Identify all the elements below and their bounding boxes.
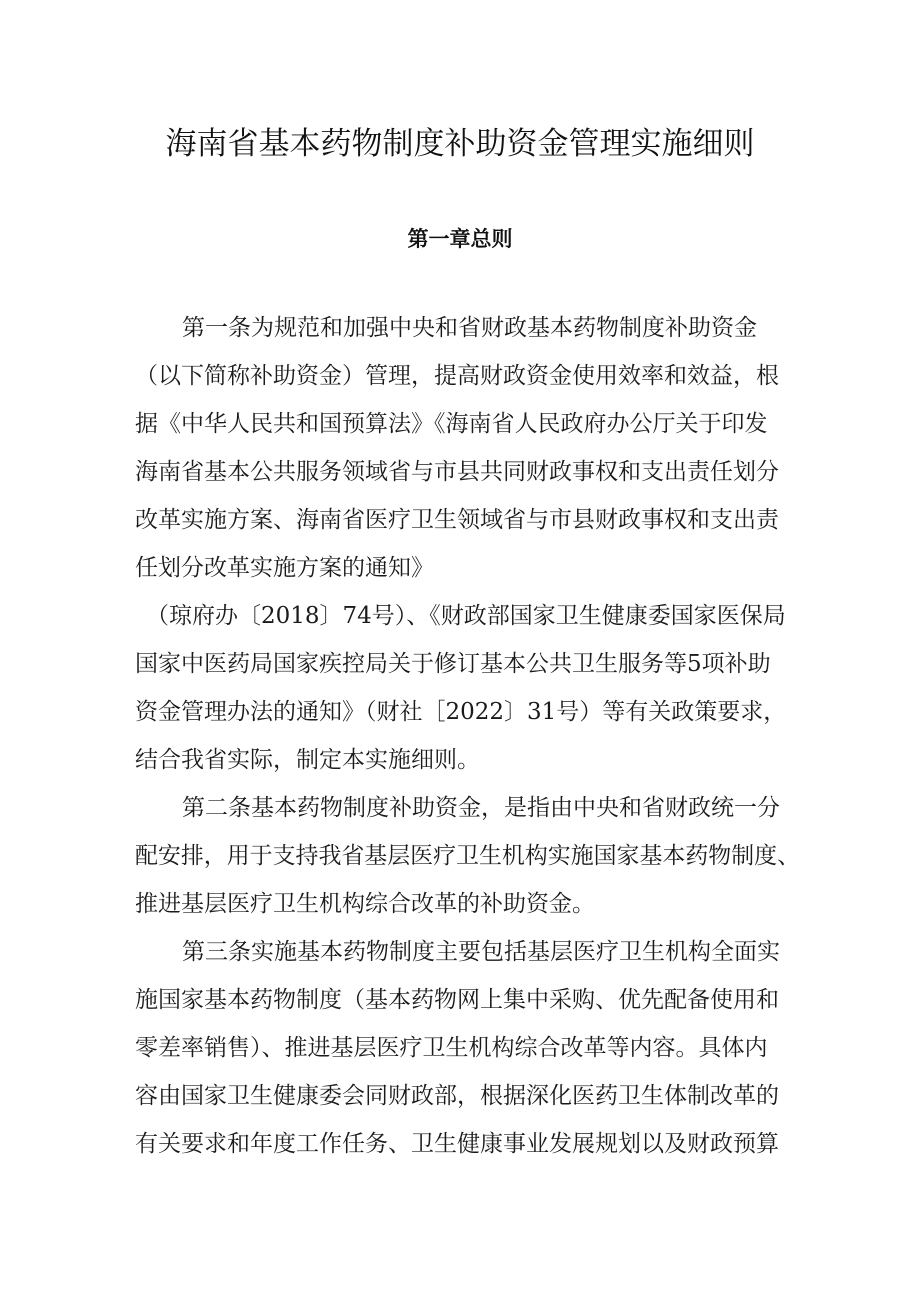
paragraph-line: （琼府办〔2018〕74号）、《财政部国家卫生健康委国家医保局 [146,603,786,629]
paragraph-line: 改革实施方案、海南省医疗卫生领域省与市县财政事权和支出责 [135,507,779,533]
paragraph-line: 施国家基本药物制度（基本药物网上集中采购、优先配备使用和 [135,987,779,1013]
paragraph-line: 第一条为规范和加强中央和省财政基本药物制度补助资金 [182,315,757,341]
paragraph-line: 第三条实施基本药物制度主要包括基层医疗卫生机构全面实 [182,939,780,965]
paragraph-line: 零差率销售）、推进基层医疗卫生机构综合改革等内容。具体内 [135,1035,768,1061]
document-title: 海南省基本药物制度补助资金管理实施细则 [165,126,755,162]
paragraph-line: 第二条基本药物制度补助资金，是指由中央和省财政统一分 [182,795,780,821]
paragraph-line: 国家中医药局国家疾控局关于修订基本公共卫生服务等5项补助 [135,651,771,677]
paragraph-line: 配安排，用于支持我省基层医疗卫生机构实施国家基本药物制度、 [135,843,800,869]
paragraph-line: 据《中华人民共和国预算法》《海南省人民政府办公厅关于印发 [135,411,768,437]
paragraph-line: 资金管理办法的通知》（财社［2022〕31号）等有关政策要求， [135,699,787,725]
paragraph-line: 有关要求和年度工作任务、卫生健康事业发展规划以及财政预算 [135,1131,779,1157]
paragraph-line: 结合我省实际，制定本实施细则。 [135,747,480,773]
chapter-heading: 第一章总则 [407,227,513,251]
paragraph-line: 容由国家卫生健康委会同财政部，根据深化医药卫生体制改革的 [135,1083,779,1109]
paragraph-line: （以下简称补助资金）管理，提高财政资金使用效率和效益，根 [135,363,779,389]
paragraph-line: 任划分改革实施方案的通知》 [135,555,434,581]
paragraph-line: 海南省基本公共服务领域省与市县共同财政事权和支出责任划分 [135,459,779,485]
paragraph-line: 推进基层医疗卫生机构综合改革的补助资金。 [135,891,595,917]
